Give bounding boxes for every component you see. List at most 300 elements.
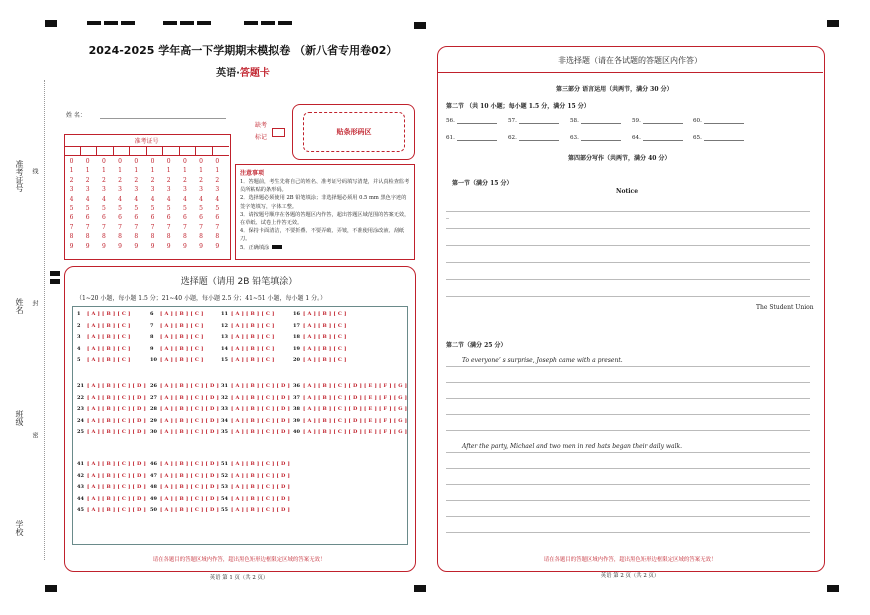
ticket-digit[interactable]: 3 xyxy=(134,186,139,194)
writing-line[interactable] xyxy=(446,532,810,533)
choice-question[interactable] xyxy=(77,311,131,317)
ticket-digit[interactable]: 7 xyxy=(134,223,139,231)
blank-item[interactable] xyxy=(570,135,621,141)
ticket-digit[interactable]: 9 xyxy=(101,242,106,250)
ticket-digit[interactable]: 8 xyxy=(199,233,203,241)
blank-item[interactable] xyxy=(632,135,683,141)
ticket-digit[interactable]: 9 xyxy=(134,242,139,250)
ticket-digit-column[interactable] xyxy=(147,157,158,251)
writing-line[interactable] xyxy=(446,500,810,501)
blank-line[interactable] xyxy=(581,140,621,141)
answer-options[interactable]: [ A ] [ B ] [ C ] [ D ] [ E ] [ F ] [ G ] xyxy=(303,406,408,412)
ticket-digit[interactable]: 9 xyxy=(85,242,90,250)
choice-question[interactable] xyxy=(150,418,219,424)
ticket-digit[interactable]: 8 xyxy=(101,233,106,241)
choice-question[interactable] xyxy=(221,496,290,502)
blank-line[interactable] xyxy=(519,123,559,124)
ticket-digit[interactable]: 6 xyxy=(118,214,122,222)
ticket-digit[interactable]: 8 xyxy=(85,233,90,241)
blank-line[interactable] xyxy=(457,123,497,124)
ticket-digit-box[interactable] xyxy=(196,146,213,156)
ticket-digit-column[interactable] xyxy=(212,157,223,251)
ticket-digit[interactable]: 8 xyxy=(215,233,220,241)
question-number: 16 xyxy=(293,311,300,317)
writing-line[interactable] xyxy=(446,398,810,399)
answer-options[interactable]: [ A ] [ B ] [ C ] xyxy=(231,322,275,329)
answer-options[interactable]: [ A ] [ B ] [ C ] [ D ] xyxy=(231,495,291,502)
blank-item[interactable] xyxy=(693,118,744,124)
choice-question[interactable] xyxy=(293,418,407,424)
answer-options[interactable]: [ A ] [ B ] [ C ] [ D ] xyxy=(160,406,220,412)
answer-options[interactable]: [ A ] [ B ] [ C ] xyxy=(160,345,204,352)
answer-options[interactable]: [ A ] [ B ] [ C ] xyxy=(231,334,275,340)
ticket-digit[interactable]: 9 xyxy=(69,242,74,250)
ticket-digit[interactable]: 6 xyxy=(166,214,171,222)
choice-question[interactable] xyxy=(221,507,290,513)
ticket-digit[interactable]: 4 xyxy=(166,195,171,203)
choice-question[interactable] xyxy=(77,323,131,329)
ticket-digit[interactable]: 1 xyxy=(199,167,203,175)
answer-options[interactable]: [ A ] [ B ] [ C ] [ D ] xyxy=(231,484,291,490)
question-number: 11 xyxy=(221,311,228,317)
writing-line[interactable] xyxy=(446,279,810,280)
ticket-digit-box[interactable] xyxy=(180,146,197,156)
ticket-digit[interactable]: 6 xyxy=(69,214,74,222)
answer-options[interactable]: [ A ] [ B ] [ C ] [ D ] xyxy=(160,484,220,490)
absent-mark-box[interactable] xyxy=(272,128,285,137)
writing-line[interactable] xyxy=(446,468,810,469)
ticket-digit[interactable]: 7 xyxy=(69,223,74,231)
ticket-digit[interactable]: 2 xyxy=(150,176,155,184)
ticket-digit[interactable]: 5 xyxy=(182,205,187,213)
ticket-digit[interactable]: 5 xyxy=(199,205,203,213)
choice-question[interactable] xyxy=(293,406,407,412)
margin-ticket-label: 准考证号 xyxy=(15,160,24,192)
ticket-digit[interactable]: 4 xyxy=(85,195,90,203)
ticket-digit[interactable]: 7 xyxy=(118,223,122,231)
writing-line[interactable] xyxy=(446,484,810,485)
answer-options[interactable]: [ A ] [ B ] [ C ] xyxy=(231,345,275,352)
ticket-digit[interactable]: 2 xyxy=(134,176,139,184)
dash-mark: _ xyxy=(446,212,449,219)
choice-question[interactable] xyxy=(221,461,290,467)
answer-options[interactable]: [ A ] [ B ] [ C ] xyxy=(303,311,347,317)
ticket-digit[interactable]: 1 xyxy=(134,167,139,175)
answer-options[interactable]: [ A ] [ B ] [ C ] [ D ] xyxy=(87,417,147,424)
alignment-mark xyxy=(50,271,60,276)
blank-line[interactable] xyxy=(643,123,683,124)
writing-line[interactable] xyxy=(446,414,810,415)
blank-number: 64. xyxy=(632,135,641,141)
ticket-digit[interactable]: 6 xyxy=(134,214,139,222)
ticket-digit[interactable]: 3 xyxy=(69,186,74,194)
ticket-digit[interactable]: 0 xyxy=(166,158,171,165)
choice-question[interactable] xyxy=(221,429,290,435)
ticket-digit[interactable]: 1 xyxy=(166,167,171,175)
ticket-digit[interactable]: 8 xyxy=(150,233,155,241)
ticket-digit[interactable]: 3 xyxy=(85,186,90,194)
answer-options[interactable]: [ A ] [ B ] [ C ] [ D ] xyxy=(87,394,147,401)
question-number: 26 xyxy=(150,383,157,389)
answer-options[interactable]: [ A ] [ B ] [ C ] xyxy=(231,357,275,363)
answer-options[interactable]: [ A ] [ B ] [ C ] xyxy=(160,357,204,363)
ticket-digit[interactable]: 4 xyxy=(134,195,139,203)
choice-question[interactable] xyxy=(150,383,219,389)
ticket-digit[interactable]: 3 xyxy=(199,186,203,194)
choice-question[interactable] xyxy=(77,346,131,352)
answer-options[interactable]: [ A ] [ B ] [ C ] xyxy=(303,334,347,340)
choice-question[interactable] xyxy=(293,311,347,317)
question-number: 35 xyxy=(221,429,228,435)
ticket-digit[interactable]: 0 xyxy=(150,158,155,165)
answer-options[interactable]: [ A ] [ B ] [ C ] [ D ] xyxy=(87,495,147,502)
answer-options[interactable]: [ A ] [ B ] [ C ] xyxy=(87,334,131,340)
alignment-mark xyxy=(278,21,292,25)
choice-question[interactable] xyxy=(221,323,275,329)
writing-line[interactable] xyxy=(446,382,810,383)
blank-line[interactable] xyxy=(643,140,683,141)
choice-question[interactable] xyxy=(77,395,146,401)
ticket-digit[interactable]: 2 xyxy=(118,176,122,184)
answer-options[interactable]: [ A ] [ B ] [ C ] xyxy=(303,345,347,352)
answer-options[interactable]: [ A ] [ B ] [ C ] [ D ] xyxy=(160,495,220,502)
ticket-digit-box[interactable] xyxy=(213,146,230,156)
blank-number: 61. xyxy=(446,135,455,141)
ticket-digit[interactable]: 8 xyxy=(182,233,187,241)
ticket-digit[interactable]: 6 xyxy=(101,214,106,222)
ticket-digit[interactable]: 2 xyxy=(166,176,171,184)
choice-question[interactable] xyxy=(150,357,204,363)
ticket-digit[interactable]: 5 xyxy=(166,205,171,213)
writing-line[interactable] xyxy=(446,245,810,246)
writing-line[interactable] xyxy=(446,262,810,263)
choice-question[interactable] xyxy=(221,357,275,363)
answer-options[interactable]: [ A ] [ B ] [ C ] [ D ] xyxy=(231,406,291,412)
ticket-digit[interactable]: 3 xyxy=(215,186,220,194)
ticket-digit[interactable]: 7 xyxy=(85,223,90,231)
choice-question[interactable] xyxy=(150,507,219,513)
answer-options[interactable]: [ A ] [ B ] [ C ] [ D ] [ E ] [ F ] [ G ] xyxy=(303,417,408,424)
alignment-mark xyxy=(45,20,57,27)
ticket-digit[interactable]: 1 xyxy=(69,167,74,175)
name-field[interactable] xyxy=(100,118,226,119)
ticket-digit-column[interactable] xyxy=(66,157,77,251)
answer-options[interactable]: [ A ] [ B ] [ C ] [ D ] xyxy=(160,417,220,424)
writing-line[interactable] xyxy=(446,452,810,453)
choice-question[interactable] xyxy=(150,346,204,352)
ticket-digit[interactable]: 9 xyxy=(150,242,155,250)
ticket-digit-box[interactable] xyxy=(130,146,147,156)
ticket-digit[interactable]: 4 xyxy=(150,195,155,203)
ticket-digit[interactable]: 7 xyxy=(182,223,187,231)
question-number: 24 xyxy=(77,417,84,424)
answer-options[interactable]: [ A ] [ B ] [ C ] [ D ] xyxy=(87,472,147,479)
choice-question[interactable] xyxy=(77,473,146,479)
ticket-digit[interactable]: 5 xyxy=(118,205,122,213)
blank-line[interactable] xyxy=(457,140,497,141)
ticket-digit[interactable]: 8 xyxy=(134,233,139,241)
answer-options[interactable]: [ A ] [ B ] [ C ] [ D ] xyxy=(87,406,147,412)
ticket-digit[interactable]: 4 xyxy=(118,195,122,203)
answer-options[interactable]: [ A ] [ B ] [ C ] [ D ] xyxy=(160,472,220,479)
ticket-digit[interactable]: 2 xyxy=(101,176,106,184)
choice-question[interactable] xyxy=(293,346,347,352)
ticket-digit[interactable]: 9 xyxy=(199,242,203,250)
notice-title: 注意事项 xyxy=(240,170,265,177)
question-number: 52 xyxy=(221,472,228,479)
answer-options[interactable]: [ A ] [ B ] [ C ] [ D ] xyxy=(160,383,220,389)
answer-options[interactable]: [ A ] [ B ] [ C ] [ D ] xyxy=(160,394,220,401)
choice-question[interactable] xyxy=(221,473,290,479)
answer-options[interactable]: [ A ] [ B ] [ C ] [ D ] xyxy=(231,417,291,424)
subtitle-answer-card: 答题卡 xyxy=(239,68,270,79)
ticket-digit[interactable]: 2 xyxy=(69,176,74,184)
ticket-digit[interactable]: 6 xyxy=(199,214,203,222)
choice-question[interactable] xyxy=(221,484,290,490)
answer-options[interactable]: [ A ] [ B ] [ C ] xyxy=(231,311,275,317)
ticket-digit-column[interactable] xyxy=(82,157,93,251)
ticket-digit[interactable]: 7 xyxy=(215,223,220,231)
choice-question[interactable] xyxy=(150,323,204,329)
answer-options[interactable]: [ A ] [ B ] [ C ] [ D ] xyxy=(87,383,147,389)
writing-line[interactable] xyxy=(446,516,810,517)
ticket-digit[interactable]: 5 xyxy=(150,205,155,213)
choice-question[interactable] xyxy=(77,461,146,467)
answer-options[interactable]: [ A ] [ B ] [ C ] [ D ] xyxy=(87,484,147,490)
ticket-digit-column[interactable] xyxy=(163,157,174,251)
choice-question[interactable] xyxy=(77,334,131,340)
answer-options[interactable]: [ A ] [ B ] [ C ] xyxy=(160,334,204,340)
ticket-digit[interactable]: 6 xyxy=(85,214,90,222)
choice-question[interactable] xyxy=(221,418,290,424)
margin-name-label: 姓名 xyxy=(15,298,24,314)
ticket-digit[interactable]: 6 xyxy=(215,214,220,222)
ticket-digit[interactable]: 4 xyxy=(215,195,220,203)
question-number: 50 xyxy=(150,507,157,513)
ticket-digit[interactable]: 4 xyxy=(199,195,203,203)
choice-question[interactable] xyxy=(77,418,146,424)
ticket-digit[interactable]: 2 xyxy=(215,176,220,184)
answer-options[interactable]: [ A ] [ B ] [ C ] xyxy=(303,357,347,363)
blank-item[interactable] xyxy=(508,135,559,141)
writing-line[interactable] xyxy=(446,430,810,431)
writing-line[interactable] xyxy=(446,366,810,367)
ticket-digit[interactable]: 4 xyxy=(101,195,106,203)
choice-question[interactable] xyxy=(150,484,219,490)
ticket-digit[interactable]: 0 xyxy=(85,158,90,165)
ticket-digit[interactable]: 5 xyxy=(101,205,106,213)
ticket-digit[interactable]: 1 xyxy=(182,167,187,175)
choice-question[interactable] xyxy=(150,496,219,502)
ticket-digit[interactable]: 5 xyxy=(69,205,74,213)
choice-question[interactable] xyxy=(293,383,407,389)
ticket-digit[interactable]: 5 xyxy=(215,205,220,213)
answer-options[interactable]: [ A ] [ B ] [ C ] [ D ] xyxy=(231,383,291,389)
answer-options[interactable]: [ A ] [ B ] [ C ] [ D ] xyxy=(231,507,291,513)
ticket-digit-column[interactable] xyxy=(179,157,190,251)
writing-line[interactable] xyxy=(446,228,810,229)
ticket-digit[interactable]: 6 xyxy=(182,214,187,222)
ticket-digit-box[interactable] xyxy=(64,146,81,156)
ticket-digit[interactable]: 7 xyxy=(166,223,171,231)
ticket-digit[interactable]: 9 xyxy=(182,242,187,250)
answer-options[interactable]: [ A ] [ B ] [ C ] xyxy=(160,322,204,329)
question-number: 43 xyxy=(77,484,84,490)
ticket-digit[interactable]: 0 xyxy=(182,158,187,165)
writing-line[interactable] xyxy=(446,296,810,297)
writing-section2-heading: 第二节（满分 25 分） xyxy=(446,342,507,349)
choice-question[interactable] xyxy=(221,311,275,317)
blank-line[interactable] xyxy=(704,140,744,141)
ticket-digit[interactable]: 5 xyxy=(85,205,90,213)
blank-item[interactable] xyxy=(632,118,683,124)
ticket-digit[interactable]: 2 xyxy=(85,176,90,184)
answer-options[interactable]: [ A ] [ B ] [ C ] [ D ] xyxy=(160,429,220,435)
answer-options[interactable]: [ A ] [ B ] [ C ] [ D ] xyxy=(231,461,291,467)
ticket-digit[interactable]: 0 xyxy=(134,158,139,165)
ticket-number-title: 准考证号 xyxy=(134,138,159,145)
ticket-digit[interactable]: 6 xyxy=(150,214,155,222)
ticket-digit[interactable]: 0 xyxy=(215,158,220,165)
ticket-digit[interactable]: 9 xyxy=(166,242,171,250)
ticket-digit[interactable]: 7 xyxy=(150,223,155,231)
choice-question[interactable] xyxy=(293,357,347,363)
ticket-digit[interactable]: 9 xyxy=(118,242,122,250)
ticket-digit[interactable]: 0 xyxy=(199,158,203,165)
choice-question[interactable] xyxy=(150,461,219,467)
blank-line[interactable] xyxy=(581,123,621,124)
blank-item[interactable] xyxy=(693,135,744,141)
ticket-digit[interactable]: 3 xyxy=(150,186,155,194)
answer-options[interactable]: [ A ] [ B ] [ C ] [ D ] xyxy=(231,394,291,401)
ticket-digit[interactable]: 7 xyxy=(101,223,106,231)
answer-options[interactable]: [ A ] [ B ] [ C ] xyxy=(87,311,131,317)
blank-item[interactable] xyxy=(570,118,621,124)
ticket-digit[interactable]: 8 xyxy=(166,233,171,241)
ticket-digit[interactable]: 3 xyxy=(101,186,106,194)
ticket-digit[interactable]: 1 xyxy=(85,167,90,175)
ticket-digit[interactable]: 2 xyxy=(182,176,187,184)
choice-question[interactable] xyxy=(221,346,275,352)
ticket-digit[interactable]: 2 xyxy=(199,176,203,184)
ticket-digit[interactable]: 4 xyxy=(69,195,74,203)
choice-question[interactable] xyxy=(221,406,290,412)
ticket-digit[interactable]: 7 xyxy=(199,223,203,231)
blank-item[interactable] xyxy=(446,135,497,141)
choice-question[interactable] xyxy=(77,406,146,412)
ticket-digit[interactable]: 8 xyxy=(69,233,74,241)
alignment-mark xyxy=(827,585,839,592)
ticket-digit-column[interactable] xyxy=(196,157,207,251)
alignment-mark xyxy=(45,585,57,592)
ticket-digit-box[interactable] xyxy=(81,146,98,156)
answer-options[interactable]: [ A ] [ B ] [ C ] [ D ] xyxy=(87,507,147,513)
choice-question[interactable] xyxy=(150,334,204,340)
blank-item[interactable] xyxy=(508,118,559,124)
answer-options[interactable]: [ A ] [ B ] [ C ] [ D ] [ E ] [ F ] [ G ] xyxy=(303,383,408,389)
answer-options[interactable]: [ A ] [ B ] [ C ] xyxy=(87,322,131,329)
choice-question[interactable] xyxy=(77,507,146,513)
choice-question[interactable] xyxy=(77,484,146,490)
question-number: 25 xyxy=(77,429,84,435)
ticket-digit[interactable]: 9 xyxy=(215,242,220,250)
ticket-digit[interactable]: 1 xyxy=(215,167,220,175)
ticket-digit-box[interactable] xyxy=(147,146,164,156)
answer-options[interactable]: [ A ] [ B ] [ C ] [ D ] xyxy=(160,507,220,513)
non-choice-divider xyxy=(437,72,823,73)
ticket-digit-column[interactable] xyxy=(98,157,109,251)
ticket-digit[interactable]: 4 xyxy=(182,195,187,203)
ticket-digit[interactable]: 0 xyxy=(118,158,122,165)
ticket-digit[interactable]: 3 xyxy=(118,186,122,194)
ticket-digit[interactable]: 1 xyxy=(101,167,106,175)
question-number: 4 xyxy=(77,345,81,352)
choice-question[interactable] xyxy=(150,311,204,317)
ticket-digit[interactable]: 3 xyxy=(182,186,187,194)
notice-item: 4．保持卡面清洁，不要折叠、不要弄破、弄皱，不准使用涂改液、刮纸刀。 xyxy=(240,228,405,243)
choice-question[interactable] xyxy=(293,334,347,340)
answer-options[interactable]: [ A ] [ B ] [ C ] xyxy=(87,345,131,352)
ticket-digit[interactable]: 1 xyxy=(118,167,122,175)
choice-question[interactable] xyxy=(221,395,290,401)
answer-options[interactable]: [ A ] [ B ] [ C ] xyxy=(303,322,347,329)
ticket-digit[interactable]: 0 xyxy=(69,158,74,165)
ticket-digit-column[interactable] xyxy=(115,157,126,251)
answer-options[interactable]: [ A ] [ B ] [ C ] [ D ] [ E ] [ F ] [ G ] xyxy=(303,429,408,435)
ticket-digit-box[interactable] xyxy=(114,146,131,156)
ticket-digit-box[interactable] xyxy=(163,146,180,156)
blank-line[interactable] xyxy=(519,140,559,141)
writing-line[interactable] xyxy=(446,211,810,212)
ticket-digit[interactable]: 8 xyxy=(118,233,122,241)
choice-question[interactable] xyxy=(221,334,275,340)
answer-options[interactable]: [ A ] [ B ] [ C ] [ D ] [ E ] [ F ] [ G ] xyxy=(303,394,408,401)
choice-title: 选择题（请用 2B 铅笔填涂） xyxy=(180,277,298,287)
choice-question[interactable] xyxy=(150,429,219,435)
ticket-digit-box[interactable] xyxy=(97,146,114,156)
blank-number: 57. xyxy=(508,118,517,124)
answer-options[interactable]: [ A ] [ B ] [ C ] [ D ] xyxy=(87,461,147,467)
ticket-digit[interactable]: 5 xyxy=(134,205,139,213)
alignment-mark xyxy=(197,21,211,25)
answer-options[interactable]: [ A ] [ B ] [ C ] xyxy=(87,357,131,363)
choice-question[interactable] xyxy=(293,395,407,401)
choice-question[interactable] xyxy=(77,383,146,389)
ticket-digit[interactable]: 0 xyxy=(101,158,106,165)
question-number: 1 xyxy=(77,311,81,317)
choice-question[interactable] xyxy=(221,383,290,389)
answer-options[interactable]: [ A ] [ B ] [ C ] [ D ] xyxy=(231,472,291,479)
choice-question[interactable] xyxy=(293,323,347,329)
choice-question[interactable] xyxy=(150,473,219,479)
choice-question[interactable] xyxy=(77,496,146,502)
ticket-digit[interactable]: 1 xyxy=(150,167,155,175)
choice-question[interactable] xyxy=(150,395,219,401)
choice-question[interactable] xyxy=(77,357,131,363)
blank-item[interactable] xyxy=(446,118,497,124)
answer-options[interactable]: [ A ] [ B ] [ C ] xyxy=(160,311,204,317)
ticket-digit-column[interactable] xyxy=(131,157,142,251)
ticket-digit[interactable]: 3 xyxy=(166,186,171,194)
choice-question[interactable] xyxy=(150,406,219,412)
question-number: 2 xyxy=(77,322,81,329)
choice-question[interactable] xyxy=(77,429,146,435)
answer-options[interactable]: [ A ] [ B ] [ C ] [ D ] xyxy=(231,429,291,435)
answer-options[interactable]: [ A ] [ B ] [ C ] [ D ] xyxy=(160,461,220,467)
answer-options[interactable]: [ A ] [ B ] [ C ] [ D ] xyxy=(87,429,147,435)
blank-line[interactable] xyxy=(704,123,744,124)
choice-question[interactable] xyxy=(293,429,407,435)
